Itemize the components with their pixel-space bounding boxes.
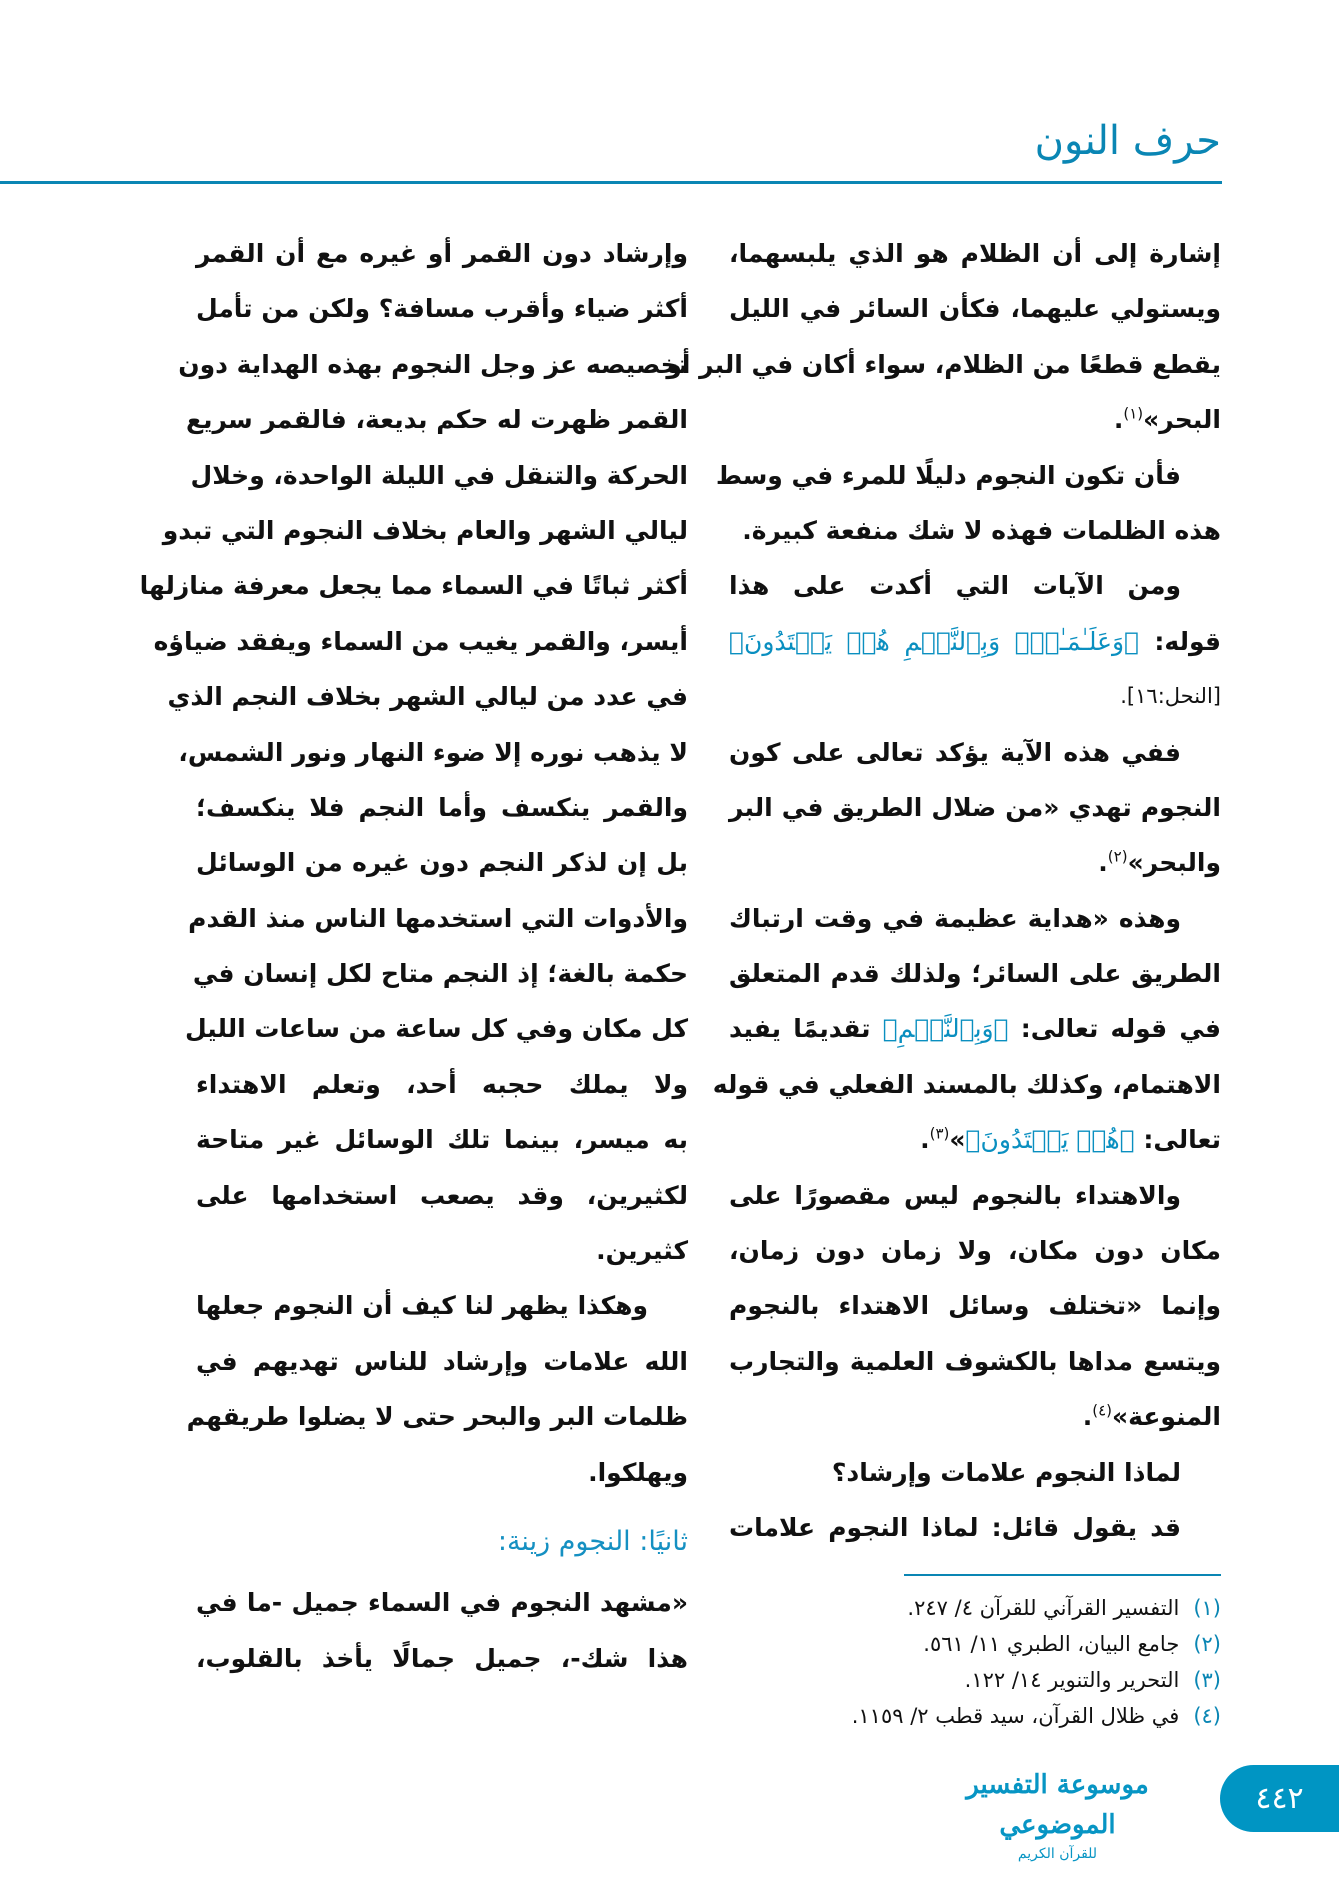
- text-line: كثيرين.: [596, 1236, 688, 1266]
- footnote-number: (٣): [1193, 1668, 1221, 1692]
- text-line: الله علامات وإرشاد للناس تهديهم في: [196, 1346, 688, 1376]
- left-text-column: [139, 226, 688, 1686]
- footnote-text: في ظلال القرآن، سيد قطب ٢/ ١١٥٩.: [851, 1704, 1180, 1728]
- quran-verse: ﴿وَعَلَـٰمَـٰتٍۚ وَبِٱلنَّجۡمِ هُمۡ يَهۡتَدُونَ﴾: [729, 626, 1140, 656]
- text-line: أيسر، والقمر يغيب من السماء ويفقد ضياؤه: [153, 626, 688, 656]
- text-line: والبحر»$^{(٢)}$.: [1098, 847, 1221, 878]
- text-line: في قوله تعالى: ﴿وَبِٱلنَّجۡمِ﴾ تقديمًا يفيد: [729, 1014, 1221, 1044]
- text-line: لا يذهب نوره إلا ضوء النهار ونور الشمس،: [178, 737, 688, 767]
- text-line: تخصيصه عز وجل النجوم بهذه الهداية دون: [178, 349, 688, 379]
- text-line: البحر»$^{(١)}$.: [1113, 404, 1221, 435]
- text-line: والاهتداء بالنجوم ليس مقصورًا على: [729, 1180, 1181, 1210]
- text-line: ولا يملك حجبه أحد، وتعلم الاهتداء: [196, 1069, 688, 1099]
- text-line: ويستولي عليهما، فكأن السائر في الليل: [729, 294, 1221, 324]
- text-line: «مشهد النجوم في السماء جميل -ما في: [196, 1588, 688, 1618]
- footnote-text: التحرير والتنوير ١٤/ ١٢٢.: [964, 1668, 1180, 1692]
- footnote-divider: [904, 1574, 1221, 1576]
- text-line: المنوعة»$^{(٤)}$.: [1082, 1401, 1221, 1432]
- text-line: في عدد من ليالي الشهر بخلاف النجم الذي: [167, 682, 688, 712]
- text-line: لكثيرين، وقد يصعب استخدامها على: [196, 1180, 688, 1210]
- footnotes: [852, 1590, 1221, 1734]
- text-line: ومن الآيات التي أكدت على هذا: [729, 571, 1181, 601]
- footnote-ref: (٢): [1107, 847, 1128, 866]
- text-line: يقطع قطعًا من الظلام، سواء أكان في البر أو: [666, 349, 1221, 379]
- text-line: والأدوات التي استخدمها الناس منذ القدم: [188, 903, 688, 933]
- text-line: ويتسع مداها بالكشوف العلمية والتجارب: [729, 1346, 1221, 1376]
- text-line: كل مكان وفي كل ساعة من ساعات الليل: [184, 1014, 688, 1044]
- footnote: [852, 1626, 1221, 1662]
- footnote-ref: (٤): [1092, 1401, 1113, 1420]
- right-text-column: [666, 226, 1221, 1555]
- text-line: فأن تكون النجوم دليلًا للمرء في وسط: [715, 460, 1181, 490]
- chapter-title: حرف النون: [1034, 118, 1221, 164]
- text-line: والقمر ينكسف وأما النجم فلا ينكسف؛: [196, 792, 688, 822]
- text-line: أكثر ثباتًا في السماء مما يجعل معرفة منازلها: [139, 571, 688, 601]
- footnote-ref: (٣): [929, 1124, 950, 1143]
- footnote-text: جامع البيان، الطبري ١١/ ٥٦١.: [923, 1632, 1180, 1656]
- text-line: بل إن لذكر النجم دون غيره من الوسائل: [196, 848, 688, 878]
- text-line: هذه الظلمات فهذه لا شك منفعة كبيرة.: [742, 515, 1221, 545]
- footnote-ref: (١): [1123, 404, 1144, 423]
- text-line: ظلمات البر والبحر حتى لا يضلوا طريقهم: [186, 1402, 688, 1432]
- logo-title: موسوعة التفسير الموضوعي: [966, 1770, 1149, 1840]
- text-line: وهذه «هداية عظيمة في وقت ارتباك: [729, 903, 1181, 933]
- text-line: قوله: ﴿وَعَلَـٰمَـٰتٍۚ وَبِٱلنَّجۡمِ هُمۡ يَهۡتَدُونَ﴾: [729, 626, 1221, 656]
- quran-verse: ﴿هُمۡ يَهۡتَدُونَ﴾: [965, 1125, 1135, 1155]
- text-line: ففي هذه الآية يؤكد تعالى على كون: [729, 737, 1181, 767]
- text-line: ليالي الشهر والعام بخلاف النجوم التي تبدو: [162, 515, 688, 545]
- text-line: تعالى: ﴿هُمۡ يَهۡتَدُونَ﴾»$^{(٣)}$.: [920, 1124, 1221, 1155]
- encyclopedia-logo: [935, 1765, 1180, 1862]
- text-line: ويهلكوا.: [588, 1457, 688, 1487]
- text-line: وإرشاد دون القمر أو غيره مع أن القمر: [196, 239, 688, 268]
- footnote-number: (١): [1193, 1596, 1221, 1620]
- header-divider: [0, 181, 1222, 184]
- footnote-text: التفسير القرآني للقرآن ٤/ ٢٤٧.: [907, 1596, 1180, 1620]
- footnote: [852, 1662, 1221, 1698]
- text-line: قد يقول قائل: لماذا النجوم علامات: [729, 1512, 1181, 1542]
- text-line: الحركة والتنقل في الليلة الواحدة، وخلال: [190, 460, 688, 490]
- footnote-number: (٢): [1193, 1632, 1221, 1656]
- section-heading: لماذا النجوم علامات وإرشاد؟: [831, 1457, 1181, 1487]
- footnote-number: (٤): [1193, 1704, 1221, 1728]
- text-line: وإنما «تختلف وسائل الاهتداء بالنجوم: [729, 1291, 1221, 1321]
- text-line: إشارة إلى أن الظلام هو الذي يلبسهما،: [729, 239, 1221, 268]
- text-line: هذا شك-، جميل جمالًا يأخذ بالقلوب،: [196, 1643, 688, 1673]
- section-heading: ثانيًا: النجوم زينة:: [497, 1525, 688, 1557]
- text-line: مكان دون مكان، ولا زمان دون زمان،: [729, 1236, 1221, 1266]
- quran-verse: ﴿وَبِٱلنَّجۡمِ﴾: [882, 1014, 1009, 1044]
- text-line: القمر ظهرت له حكم بديعة، فالقمر سريع: [186, 405, 688, 435]
- text-line: النجوم تهدي «من ضلال الطريق في البر: [729, 792, 1221, 822]
- text-line: حكمة بالغة؛ إذ النجم متاح لكل إنسان في: [192, 959, 688, 989]
- logo-subtitle: للقرآن الكريم: [1017, 1846, 1098, 1862]
- footnote: [852, 1698, 1221, 1734]
- footnote: [852, 1590, 1221, 1626]
- page-number: ٤٤٢: [1220, 1765, 1339, 1832]
- text-line: أكثر ضياء وأقرب مسافة؟ ولكن من تأمل: [196, 294, 688, 324]
- text-line: الطريق على السائر؛ ولذلك قدم المتعلق: [729, 959, 1221, 989]
- text-line: الاهتمام، وكذلك بالمسند الفعلي في قوله: [712, 1069, 1221, 1099]
- text-line: به ميسر، بينما تلك الوسائل غير متاحة: [196, 1125, 688, 1155]
- text-line: وهكذا يظهر لنا كيف أن النجوم جعلها: [196, 1291, 648, 1321]
- text-line: [النحل:١٦].: [1120, 684, 1221, 709]
